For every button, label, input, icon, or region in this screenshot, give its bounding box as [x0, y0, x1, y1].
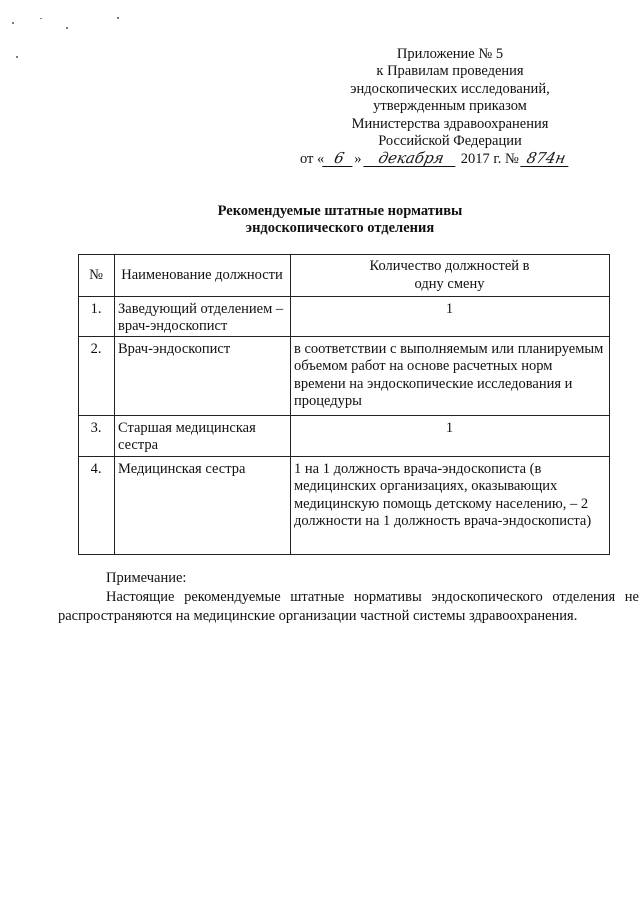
date-day-suffix: »: [354, 151, 362, 167]
note-text: Настоящие рекомендуемые штатные нормативы эндоскопического отделения не распространяются на медицинские организации частной системы здравоохранения.: [58, 589, 639, 624]
handwritten-order-number: 874н: [521, 151, 572, 167]
row-position-name: Медицинская сестра: [115, 457, 291, 555]
row-position-count: в соответствии с выполняемым или планируемым объемом работ на основе расчетных норм времени на эндоскопические исследования и процедуры: [291, 337, 610, 416]
appendix-header: [300, 46, 600, 150]
title-line: эндоскопического отделения: [245, 220, 435, 236]
table-header-row: [79, 255, 610, 297]
table-row: [79, 297, 610, 337]
header-line: Российской Федерации: [378, 133, 522, 150]
scan-speck: [40, 18, 42, 19]
row-position-count: 1: [291, 297, 610, 337]
document-title: [190, 203, 490, 237]
header-line: к Правилам проведения: [376, 63, 524, 80]
title-line: Рекомендуемые штатные нормативы: [217, 203, 463, 219]
header-position-count-text: Количество должностей в одну смену: [369, 258, 530, 292]
scan-speck: [117, 17, 119, 19]
handwritten-day: 6: [323, 151, 356, 167]
row-number: 2.: [79, 337, 115, 416]
scan-speck: [16, 56, 18, 58]
date-prefix: от «: [300, 151, 325, 167]
handwritten-month: декабря: [363, 151, 458, 167]
header-line: утвержденным приказом: [373, 98, 527, 115]
date-year: 2017 г. №: [460, 151, 519, 167]
row-position-name: Старшая медицинская сестра: [115, 416, 291, 457]
table-row: [79, 457, 610, 555]
order-date-line: [300, 151, 620, 168]
row-position-name: Врач-эндоскопист: [115, 337, 291, 416]
row-position-name: Заведующий отделением – врач-эндоскопист: [115, 297, 291, 337]
header-line: Приложение № 5: [396, 46, 504, 62]
scan-speck: [12, 22, 14, 24]
table-row: [79, 416, 610, 457]
table-row: [79, 337, 610, 416]
row-position-count: 1: [291, 416, 610, 457]
row-number: 3.: [79, 416, 115, 457]
staffing-table: [78, 254, 610, 555]
header-number: №: [79, 255, 115, 297]
header-line: Министерства здравоохранения: [351, 115, 549, 132]
header-position-count: [291, 255, 610, 297]
row-number: 1.: [79, 297, 115, 337]
row-position-count: 1 на 1 должность врача-эндоскописта (в медицинских организациях, оказывающих медицинскую помощь детскому населению, – 2 должности на 1 должность врача-эндоскописта): [291, 457, 610, 555]
row-number: 4.: [79, 457, 115, 555]
note-title: Примечание:: [106, 570, 187, 586]
header-position-name: Наименование должности: [115, 255, 291, 297]
scan-speck: [66, 27, 68, 29]
header-line: эндоскопических исследований,: [350, 80, 550, 97]
note-section: [58, 569, 639, 626]
